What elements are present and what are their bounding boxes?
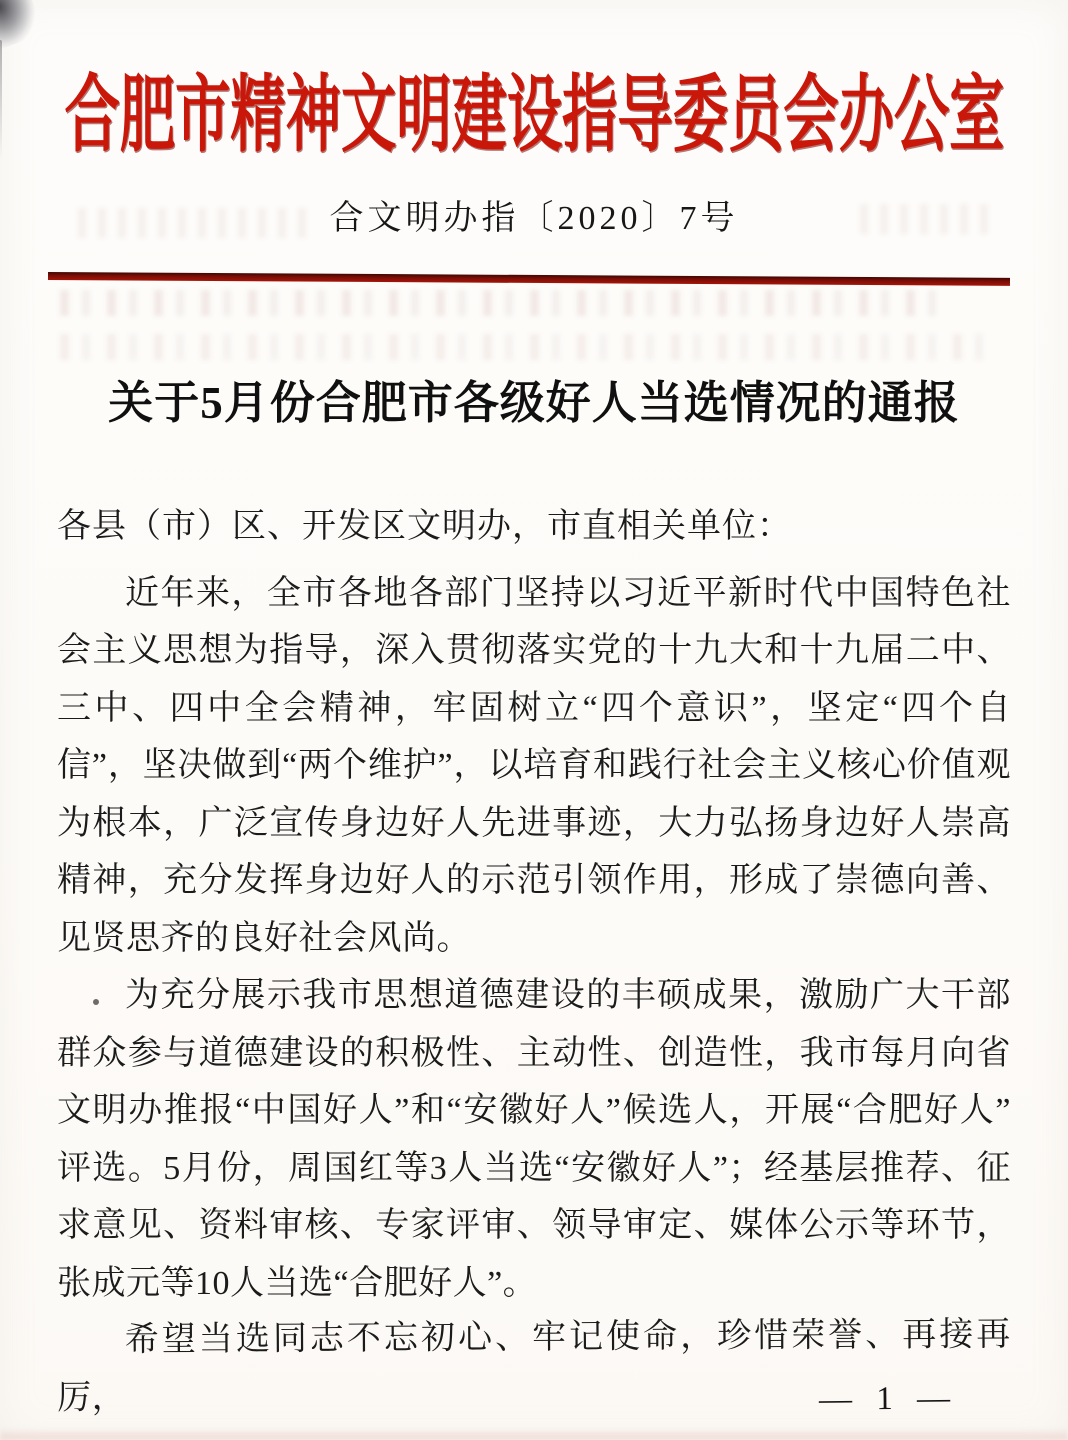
issuing-org-name: 合肥市精神文明建设指导委员会办公室 (64, 69, 1004, 163)
bleed-through-artifact (860, 204, 1000, 234)
bleed-through-artifact (78, 208, 318, 238)
letterhead (0, 38, 1068, 178)
ink-dot-artifact (93, 999, 99, 1005)
body-paragraph: 为充分展示我市思想道德建设的丰硕成果，激励广大干部群众参与道德建设的积极性、主动性、创造性，我市每月向省文明办推报“中国好人”和“安徽好人”候选人，开展“合肥好人”评选。5月份，周国红等3人当选“安徽好人”；经基层推荐、征求意见、资料审核、专家评审、领导审定、媒体公示等环节，张成元等10人当选“合肥好人”。 (57, 977, 1011, 1302)
body-paragraph: 希望当选同志不忘初心、牢记使命，珍惜荣誉、再接再厉， (57, 1316, 1011, 1417)
letterhead-divider-rule (48, 272, 1010, 286)
body-paragraph: 近年来，全市各地各部门坚持以习近平新时代中国特色社会主义思想为指导，深入贯彻落实党的十九大和十九届二中、三中、四中全会精神，牢固树立“四个意识”，坚定“四个自信”，坚决做到“两个维护”，以培育和践行社会主义核心价值观为根本，广泛宣传身边好人先进事迹，大力弘扬身边好人崇高精神，充分发挥身边好人的示范引领作用，形成了崇德向善、见贤思齐的良好社会风尚。 (57, 574, 1011, 957)
scan-edge-artifact (0, 1428, 1068, 1440)
bleed-through-artifact (60, 334, 990, 360)
page-number: — 1 — (818, 1380, 959, 1418)
bleed-through-artifact (60, 290, 940, 316)
document-title: 关于5月份合肥市各级好人当选情况的通报 (108, 378, 960, 428)
document-number: 合文明办指〔2020〕7号 (329, 200, 739, 237)
salutation-line: 各县（市）区、开发区文明办，市直相关单位： (57, 508, 792, 545)
document-body (57, 498, 1011, 1427)
